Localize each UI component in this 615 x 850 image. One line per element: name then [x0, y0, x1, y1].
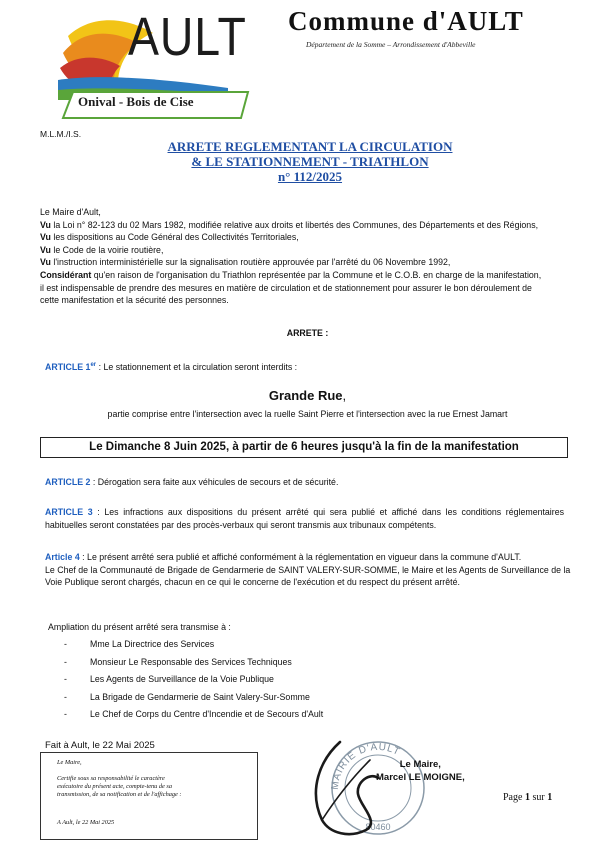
stamp-top-text: MAIRIE D'AULT	[329, 741, 403, 791]
list-item: - Mme La Directrice des Services	[64, 639, 215, 649]
considerant-line-3: cette manifestation et la sécurité des personnes.	[40, 295, 229, 306]
vu-line-1: Vu la Loi n° 82-123 du 02 Mars 1982, modifiée relative aux droits et libertés des Communes, des Départements et des Régions,	[40, 219, 539, 230]
article-3-label: ARTICLE 3	[45, 507, 93, 517]
vu-line-2: Vu les dispositions au Code Général des Collectivités Territoriales,	[40, 232, 299, 243]
ampliation-list	[64, 639, 323, 727]
considerant-line-2: il est indispensable de prendre des mesures en matière de circulation et de stationnement pour assurer le bon déroulement de	[40, 282, 532, 293]
stamp-and-signature	[300, 730, 470, 845]
ampliation-intro: Ampliation du présent arrêté sera transmise à :	[48, 622, 231, 632]
certif-title: Le Maire,	[57, 759, 82, 766]
certif-text-1: Certifie sous sa responsabilité le caractère	[57, 775, 165, 782]
certif-text-2: exécutoire du présent acte, compte-tenu de sa	[57, 783, 172, 790]
title-line-1: ARRETE REGLEMENTANT LA CIRCULATION	[167, 139, 453, 154]
certification-box	[40, 752, 258, 840]
list-item: - Le Chef de Corps du Centre d'Incendie et de Secours d'Ault	[64, 709, 324, 719]
preamble	[40, 206, 541, 307]
maire-name: Marcel LE MOIGNE,	[376, 772, 465, 783]
certif-date: A Ault, le 22 Mai 2025	[57, 819, 115, 826]
article-2	[45, 476, 338, 489]
logo-word: AULT	[128, 7, 247, 67]
handwritten-signature	[316, 742, 378, 834]
page-number: Page 1 sur 1	[503, 792, 553, 803]
vu-line-4: Vu l'instruction interministérielle sur la signalisation routière approuvée par l'arrêté du 06 Novembre 1992,	[40, 257, 451, 268]
article-4-line-3: Voie Publique seront chargés, chacun en ce qui le concerne de l'exécution et du respect du présent arrêté.	[45, 577, 460, 588]
article-1-label: ARTICLE 1er	[45, 361, 97, 372]
date-box: Le Dimanche 8 Juin 2025, à partir de 6 heures jusqu'à la fin de la manifestation	[40, 437, 568, 458]
article-2-text: : Dérogation sera faite aux véhicules de secours et de sécurité.	[90, 477, 339, 487]
street-name: Grande Rue,	[268, 388, 347, 403]
mairie-stamp	[300, 730, 470, 845]
reference-code: M.L.M./I.S.	[40, 129, 82, 139]
certif-text-3: transmission, de sa notification et de l'affichage :	[57, 791, 182, 798]
article-3	[45, 506, 564, 531]
considerant-line-1: Considérant qu'en raison de l'organisation du Triathlon représentée par la Commune et le C.O.B. en charge de la manifestation,	[40, 269, 542, 280]
article-4-line-2: Le Chef de la Communauté de Brigade de Gendarmerie de SAINT VALERY-SUR-SOMME, le Maire et les Agents de Surveillance de la	[45, 564, 571, 575]
fait-a-ault: Fait à Ault, le 22 Mai 2025	[45, 740, 155, 751]
article-4-line-1: Article 4 : Le présent arrêté sera publié et affiché conformément à la réglementation en vigueur dans la commune d'AULT.	[45, 552, 522, 562]
article-3-text: : Les infractions aux dispositions du présent arrêté qui sera publié et affiché dans les conditions réglementaires habituelles seront constatées par des procès-verbaux qui seront transmis aux tribunaux compétents.	[45, 507, 564, 530]
stamp-code: 80460	[365, 822, 391, 832]
commune-title: Commune d'AULT	[288, 6, 524, 36]
commune-subtitle: Département de la Somme – Arrondissement d'Abbeville	[306, 40, 476, 49]
preamble-maire: Le Maire d'Ault,	[40, 207, 101, 217]
title-line-2: & LE STATIONNEMENT - TRIATHLON	[191, 154, 429, 169]
maire-label: Le Maire,	[399, 759, 441, 770]
logo-subtitle: Onival - Bois de Cise	[78, 94, 194, 109]
title-line-3: n° 112/2025	[277, 169, 343, 184]
arrete-heading: ARRETE :	[286, 328, 329, 338]
article-4-label: Article 4	[45, 552, 80, 562]
arrete-title	[100, 139, 520, 184]
list-item: - Monsieur Le Responsable des Services Techniques	[64, 656, 292, 667]
article-1	[45, 359, 297, 374]
street-section: partie comprise entre l'intersection avec la ruelle Saint Pierre et l'intersection avec la rue Ernest Jamart	[107, 409, 508, 419]
article-1-text: : Le stationnement et la circulation seront interdits :	[96, 361, 298, 372]
commune-logo	[58, 8, 258, 120]
maire-signature-block	[376, 758, 465, 784]
list-item: - Les Agents de Surveillance de la Voie Publique	[64, 674, 274, 684]
list-item: - La Brigade de Gendarmerie de Saint Valery-Sur-Somme	[64, 691, 310, 702]
vu-line-3: Vu le Code de la voirie routière,	[40, 244, 164, 255]
article-4	[45, 551, 570, 589]
article-2-label: ARTICLE 2	[45, 477, 91, 487]
